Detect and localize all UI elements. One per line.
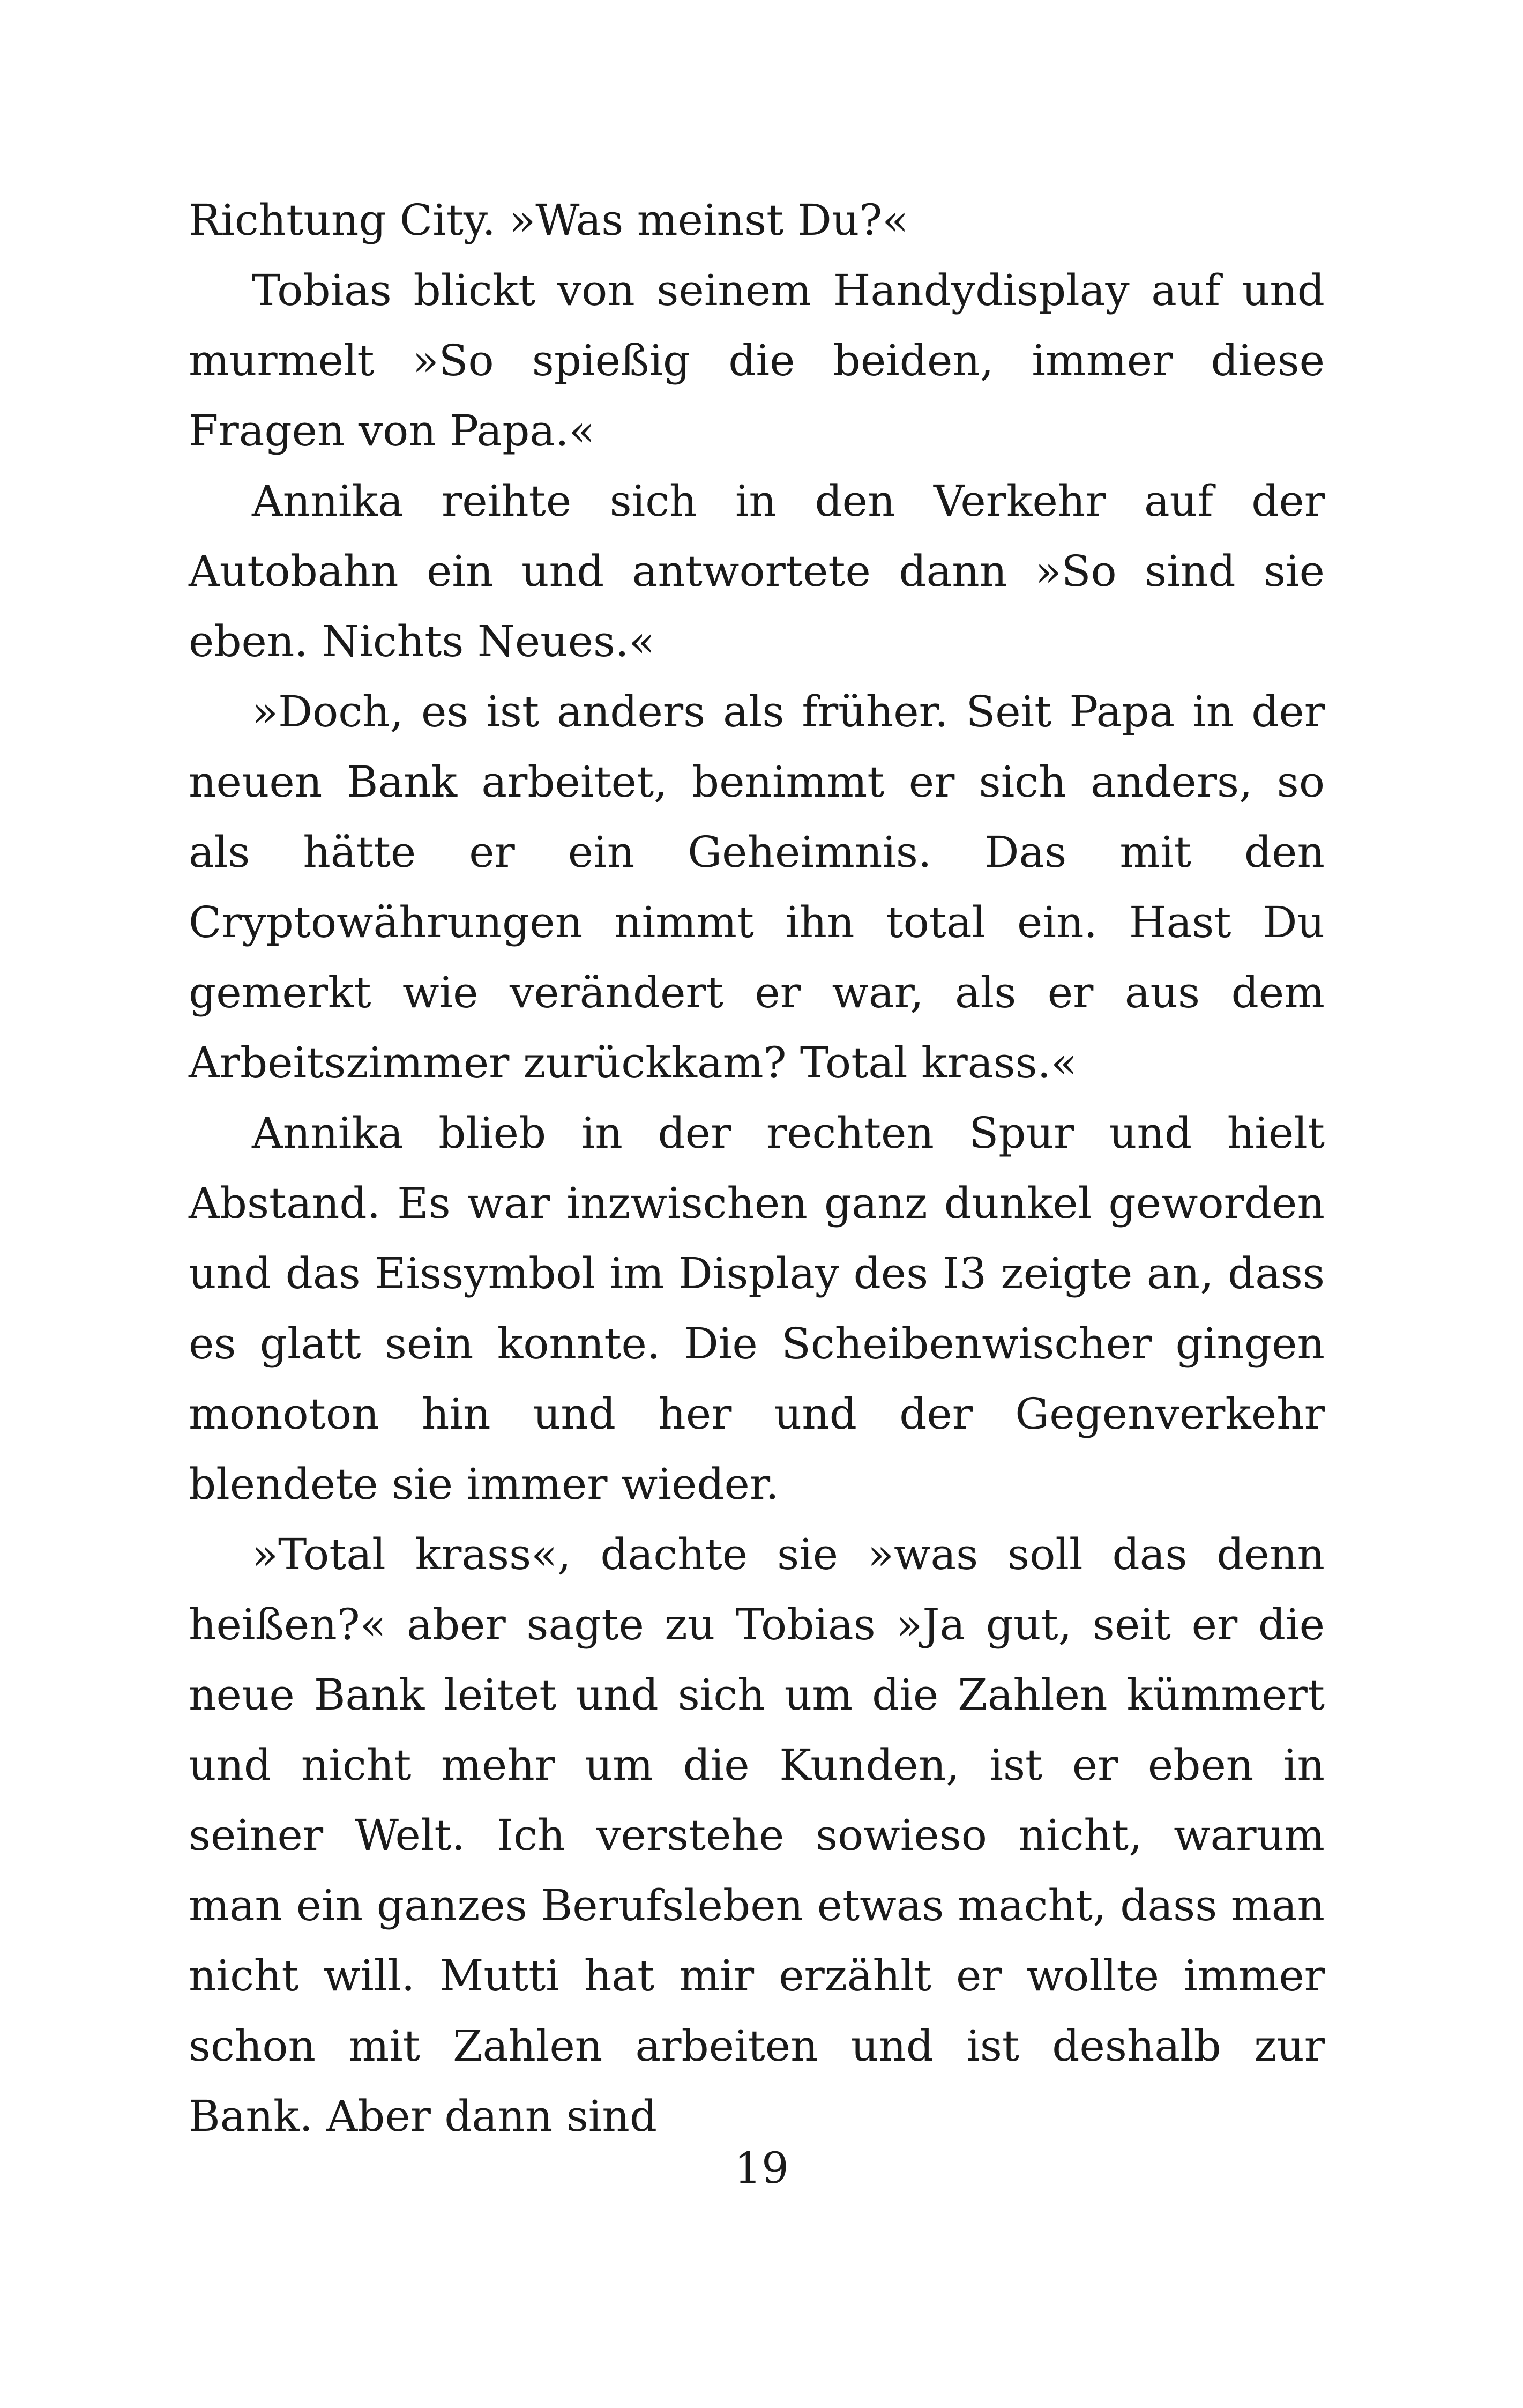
paragraph-2: Tobias blickt von seinem Handydisplay auf und murmelt »So spießig die beiden, immer diese Fragen von Papa.« bbox=[189, 265, 1325, 456]
paragraph-3: Annika reihte sich in den Verkehr auf der Autobahn ein und antwortete dann »So sind sie eben. Nichts Neues.« bbox=[189, 476, 1325, 666]
paragraph-1: Richtung City. »Was meinst Du?« bbox=[189, 195, 909, 245]
page-number: 19 bbox=[734, 2143, 789, 2193]
paragraph-4: »Doch, es ist anders als früher. Seit Papa in der neuen Bank arbeitet, benimmt er sich anders, so als hätte er ein Geheimnis. Das mit den Cryptowährungen nimmt ihn total ein. Hast Du gemerkt wie verändert er war, als er aus dem Arbeitszimmer zurückkam? Total krass.« bbox=[189, 687, 1325, 1088]
body-text bbox=[189, 185, 1325, 2151]
paragraph-5: Annika blieb in der rechten Spur und hielt Abstand. Es war inzwischen ganz dunkel geworden und das Eissymbol im Display des I3 zeigte an, dass es glatt sein konnte. Die Scheibenwischer gingen monoton hin und her und der Gegenverkehr blendete sie immer wieder. bbox=[189, 1108, 1325, 1509]
paragraph-6: »Total krass«, dachte sie »was soll das denn heißen?« aber sagte zu Tobias »Ja gut, seit er die neue Bank leitet und sich um die Zahlen kümmert und nicht mehr um die Kunden, ist er eben in seiner Welt. Ich verstehe sowieso nicht, warum man ein ganzes Berufsleben etwas macht, dass man nicht will. Mutti hat mir erzählt er wollte immer schon mit Zahlen arbeiten und ist deshalb zur Bank. Aber dann sind bbox=[189, 1529, 1325, 2141]
